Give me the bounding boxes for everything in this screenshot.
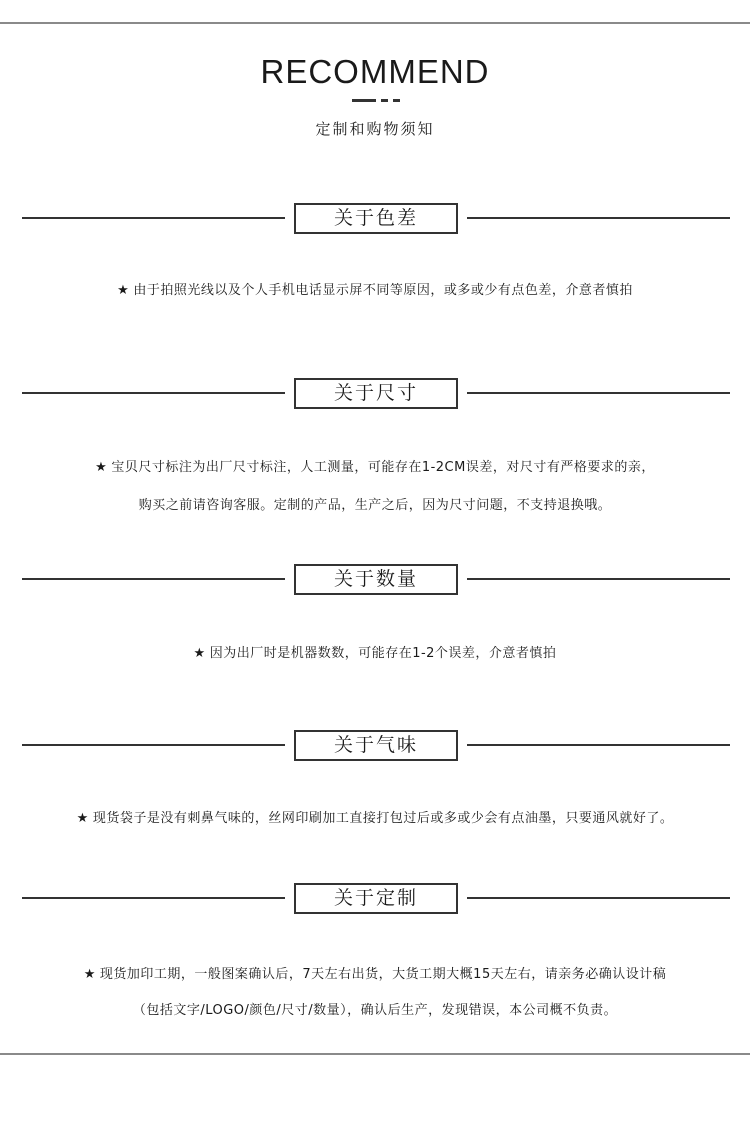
page-subtitle: 定制和购物须知 — [315, 120, 435, 138]
section-text-line — [0, 494, 750, 513]
title-underline-dot — [393, 99, 400, 102]
star-icon: ★ — [83, 967, 96, 982]
section-text-line — [0, 999, 750, 1018]
section-divider-left — [22, 217, 285, 219]
title-underline-dash — [352, 99, 376, 102]
title-underline-dot — [381, 99, 388, 102]
star-icon: ★ — [117, 283, 130, 298]
section-divider-right — [467, 578, 730, 580]
section-heading-box: 关于数量 — [294, 564, 458, 595]
section-divider-right — [467, 392, 730, 394]
section-heading-box: 关于定制 — [294, 883, 458, 914]
section-divider-left — [22, 897, 285, 899]
notice-text: 因为出厂时是机器数数，可能存在1-2个误差，介意者慎拍 — [209, 646, 557, 661]
section-text-line — [0, 279, 750, 298]
notice-text: 现货袋子是没有刺鼻气味的，丝网印刷加工直接打包过后或多或少会有点油墨，只要通风就好了。 — [92, 811, 674, 826]
notice-text: （包括文字/LOGO/颜色/尺寸/数量），确认后生产，发现错误，本公司概不负责。 — [132, 1003, 618, 1018]
notice-text: 现货加印工期，一般图案确认后，7天左右出货，大货工期大概15天左右，请亲务必确认设计稿 — [99, 967, 667, 982]
section-heading-box: 关于尺寸 — [294, 378, 458, 409]
section-heading-box: 关于气味 — [294, 730, 458, 761]
section-text-line — [0, 642, 750, 661]
star-icon: ★ — [193, 646, 206, 661]
section-divider-left — [22, 744, 285, 746]
section-heading-box: 关于色差 — [294, 203, 458, 234]
notice-text: 宝贝尺寸标注为出厂尺寸标注，人工测量，可能存在1-2CM误差，对尺寸有严格要求的亲， — [111, 460, 655, 475]
section-text-line — [0, 963, 750, 982]
notice-text: 购买之前请咨询客服。定制的产品，生产之后，因为尺寸问题，不支持退换哦。 — [138, 498, 612, 513]
star-icon: ★ — [95, 460, 108, 475]
star-icon: ★ — [76, 811, 89, 826]
page-title: RECOMMEND — [260, 53, 490, 90]
top-border-line — [0, 22, 750, 24]
section-divider-right — [467, 217, 730, 219]
section-text-line — [0, 807, 750, 826]
section-divider-left — [22, 392, 285, 394]
section-divider-right — [467, 744, 730, 746]
section-divider-right — [467, 897, 730, 899]
bottom-border-line — [0, 1053, 750, 1055]
section-text-line — [0, 456, 750, 475]
section-divider-left — [22, 578, 285, 580]
notice-text: 由于拍照光线以及个人手机电话显示屏不同等原因，或多或少有点色差，介意者慎拍 — [133, 283, 633, 298]
